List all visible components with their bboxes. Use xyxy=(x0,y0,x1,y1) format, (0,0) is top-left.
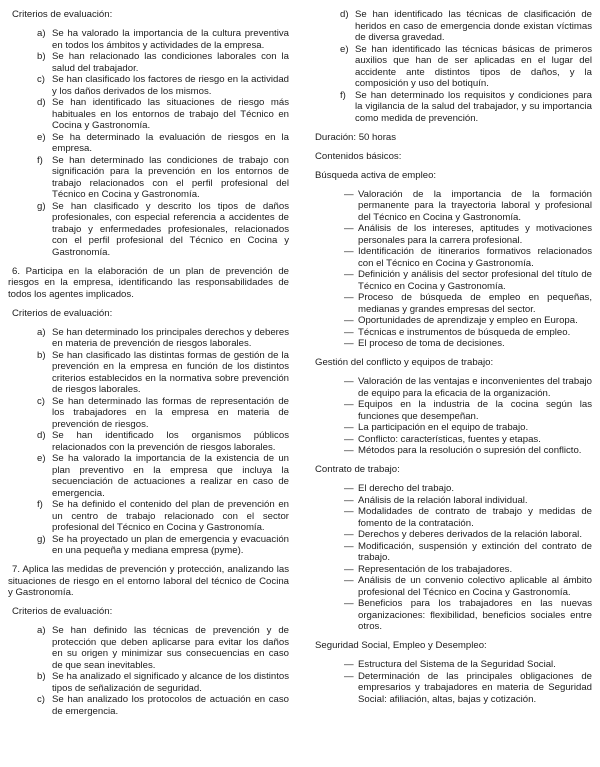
dash-item xyxy=(344,246,592,269)
item-marker: — xyxy=(344,540,354,552)
item-text: Definición y análisis del sector profesional del título de Técnico en Cocina y Gastronomía. xyxy=(358,269,592,292)
lettered-item xyxy=(340,9,592,44)
item-text: Conflicto: características, fuentes y etapas. xyxy=(358,433,541,445)
item-text: Beneficios para los trabajadores en las nuevas organizaciones: flexibilidad, beneficios sociales entre otros. xyxy=(358,598,592,632)
dash-item xyxy=(344,671,592,706)
item-text: Valoración de la importancia de la formación permanente para la trayectoria laboral y profesional del Técnico en Cocina y Gastronomía. xyxy=(358,188,592,223)
item-text: Se han determinado los principales derechos y deberes en materia de prevención de riesgos laborales. xyxy=(52,326,289,349)
item-marker: — xyxy=(344,399,354,410)
lettered-item xyxy=(340,90,592,125)
item-text: Se han identificado las situaciones de riesgo más habituales en los entornos de trabajo del Técnico en Cocina y Gastronomía. xyxy=(52,97,289,131)
item-marker: — xyxy=(344,659,354,670)
section-heading: Gestión del conflicto y equipos de trabajo: xyxy=(315,357,494,368)
dash-item xyxy=(344,598,592,633)
item-text: Representación de los trabajadores. xyxy=(358,563,513,575)
dash-item xyxy=(344,434,592,446)
item-marker: c) xyxy=(37,395,45,407)
lettered-item xyxy=(37,499,289,534)
lettered-item xyxy=(37,327,289,350)
lettered-item xyxy=(37,28,289,51)
section-heading: Criterios de evaluación: xyxy=(12,307,113,319)
item-marker: f) xyxy=(340,89,346,101)
paragraph: 6. Participa en la elaboración de un plan de prevención de riesgos en la empresa, identificando las responsabilidades de todos los agentes implicados. xyxy=(8,265,289,300)
item-text: Proceso de búsqueda de empleo en pequeñas, medianas y grandes empresas del sector. xyxy=(358,292,592,315)
item-text: Se ha valorado la importancia de la cultura preventiva en todos los ámbitos y actividades de la empresa. xyxy=(52,28,289,51)
item-marker: d) xyxy=(37,430,46,441)
item-text: Se han determinado las condiciones de trabajo con significación para la prevención en los entornos de trabajo relacionados con el perfil profesional del Técnico en Cocina y Gastronomía. xyxy=(52,154,289,200)
item-marker: a) xyxy=(37,625,46,636)
item-marker: g) xyxy=(37,533,46,545)
item-marker: — xyxy=(344,338,354,349)
item-text: Análisis de la relación laboral individual. xyxy=(358,494,528,506)
item-marker: — xyxy=(344,326,354,338)
item-text: Se han determinado los requisitos y condiciones para la vigilancia de la salud del trabajador, y su importancia como medida de prevención. xyxy=(355,89,592,124)
dash-item xyxy=(344,445,592,457)
item-text: Se han relacionado las condiciones laborales con la salud del trabajador. xyxy=(52,51,289,74)
item-text: Se han analizado los protocolos de actuación en caso de emergencia. xyxy=(52,694,289,717)
dash-item xyxy=(344,506,592,529)
dash-item xyxy=(344,399,592,422)
item-marker: — xyxy=(344,376,354,387)
lettered-item xyxy=(37,453,289,499)
item-marker: a) xyxy=(37,326,46,338)
item-marker: — xyxy=(344,246,354,257)
item-marker: a) xyxy=(37,28,46,39)
dash-item xyxy=(344,483,592,495)
item-text: Se han identificado las técnicas de clasificación de heridos en caso de emergencia donde existan víctimas de diversa gravedad. xyxy=(355,9,592,43)
item-text: Se ha definido el contenido del plan de prevención en un centro de trabajo relacionado con el sector profesional del Técnico en Cocina y Gastronomía. xyxy=(52,499,289,533)
dash-item xyxy=(344,575,592,598)
item-marker: — xyxy=(344,422,354,433)
item-text: Se han clasificado las distintas formas de gestión de la prevención en la empresa en función de los distintos criterios establecidos en la normativa sobre prevención de riesgos laborales. xyxy=(52,349,289,395)
dash-item xyxy=(344,189,592,224)
section-heading: Criterios de evaluación: xyxy=(12,9,113,20)
item-text: Métodos para la resolución o supresión del conflicto. xyxy=(358,445,582,456)
paragraph: Duración: 50 horas xyxy=(315,131,397,143)
item-text: Derechos y deberes derivados de la relación laboral. xyxy=(358,529,582,540)
dash-item xyxy=(344,529,592,541)
lettered-item xyxy=(37,396,289,431)
item-marker: b) xyxy=(37,51,46,62)
item-marker: — xyxy=(344,223,354,234)
lettered-item xyxy=(37,350,289,396)
item-marker: e) xyxy=(37,453,46,464)
item-marker: — xyxy=(344,494,354,506)
item-text: Modificación, suspensión y extinción del contrato de trabajo. xyxy=(358,540,592,563)
item-marker: — xyxy=(344,188,354,200)
lettered-item xyxy=(37,51,289,74)
item-text: Se ha valorado la importancia de la existencia de un plan preventivo en la empresa que incluya la secuenciación de actuaciones a realizar en caso de emergencia. xyxy=(52,453,289,499)
dash-item xyxy=(344,223,592,246)
dash-list xyxy=(344,376,592,457)
dash-list xyxy=(344,189,592,350)
item-marker: g) xyxy=(37,200,46,212)
dash-item xyxy=(344,495,592,507)
dash-item xyxy=(344,315,592,327)
item-marker: e) xyxy=(340,43,349,55)
left-column xyxy=(8,9,289,725)
lettered-item xyxy=(37,625,289,671)
item-marker: d) xyxy=(37,97,46,108)
lettered-item xyxy=(37,155,289,201)
item-marker: — xyxy=(344,670,354,682)
item-marker: e) xyxy=(37,131,46,143)
item-marker: b) xyxy=(37,671,46,682)
item-marker: — xyxy=(344,315,354,326)
lettered-item xyxy=(37,132,289,155)
item-text: Se ha determinado la evaluación de riesgos en la empresa. xyxy=(52,131,289,154)
item-marker: — xyxy=(344,433,354,445)
dash-item xyxy=(344,564,592,576)
dash-item xyxy=(344,327,592,339)
section-heading: Criterios de evaluación: xyxy=(12,606,113,617)
item-text: Técnicas e instrumentos de búsqueda de empleo. xyxy=(358,326,571,338)
item-text: Modalidades de contrato de trabajo y medidas de fomento de la contratación. xyxy=(358,506,592,529)
item-marker: — xyxy=(344,445,354,456)
item-text: Determinación de las principales obligaciones de empresarios y trabajadores en materia de Seguridad Social: afiliación, altas, bajas y cotización. xyxy=(358,670,592,705)
item-text: El proceso de toma de decisiones. xyxy=(358,338,505,349)
section-heading: Seguridad Social, Empleo y Desempleo: xyxy=(315,640,487,651)
paragraph: 7. Aplica las medidas de prevención y protección, analizando las situaciones de riesgo en el entorno laboral del técnico de Cocina y Gastronomía. xyxy=(8,564,289,598)
item-marker: — xyxy=(344,529,354,540)
item-marker: b) xyxy=(37,349,46,361)
item-text: Se han clasificado y descrito los tipos de daños profesionales, con especial referencia a accidentes de trabajo y enfermedades profesionales, relacionados con el perfil profesional del Técnico en Cocina y Gastronomía. xyxy=(52,200,289,258)
lettered-item xyxy=(37,694,289,717)
section-heading: Contenidos básicos: xyxy=(315,150,402,162)
item-marker: — xyxy=(344,506,354,517)
item-marker: c) xyxy=(37,694,45,705)
dash-list xyxy=(344,659,592,705)
lettered-item xyxy=(37,201,289,259)
lettered-list xyxy=(37,327,289,557)
item-text: Identificación de itinerarios formativos relacionados con el Técnico en Cocina y Gastronomía. xyxy=(358,246,592,269)
lettered-item xyxy=(340,44,592,90)
item-marker: — xyxy=(344,575,354,586)
right-column xyxy=(311,9,592,713)
item-text: Equipos en la industria de la cocina según las funciones que desempeñan. xyxy=(358,399,592,422)
item-marker: — xyxy=(344,292,354,303)
item-marker: — xyxy=(344,563,354,575)
section-heading: Contrato de trabajo: xyxy=(315,464,400,475)
item-text: Se han determinado las formas de representación de los trabajadores en la empresa en materia de prevención de riesgos. xyxy=(52,395,289,430)
dash-item xyxy=(344,338,592,350)
dash-item xyxy=(344,541,592,564)
dash-item xyxy=(344,269,592,292)
dash-item xyxy=(344,292,592,315)
lettered-list xyxy=(37,625,289,717)
lettered-item xyxy=(37,430,289,453)
item-text: Se han definido las técnicas de prevención y de protección que deben aplicarse para evitar los daños en su origen y minimizar sus consecuencias en caso de que sean inevitables. xyxy=(52,625,289,671)
item-marker: f) xyxy=(37,154,43,166)
dash-list xyxy=(344,483,592,633)
dash-item xyxy=(344,376,592,399)
item-text: Se han identificado los organismos públicos relacionados con la prevención de riesgos laborales. xyxy=(52,430,289,453)
lettered-item xyxy=(37,534,289,557)
item-text: El derecho del trabajo. xyxy=(358,483,454,494)
dash-item xyxy=(344,659,592,671)
item-marker: — xyxy=(344,269,354,280)
item-text: Se ha proyectado un plan de emergencia y evacuación en una pequeña y mediana empresa (pyme). xyxy=(52,533,289,556)
item-text: Oportunidades de aprendizaje y empleo en Europa. xyxy=(358,315,578,326)
item-text: Se han clasificado los factores de riesgo en la actividad y los daños derivados de los mismos. xyxy=(52,74,289,97)
item-text: Valoración de las ventajas e inconvenientes del trabajo de equipo para la eficacia de la organización. xyxy=(358,376,592,399)
item-text: Estructura del Sistema de la Seguridad Social. xyxy=(358,659,556,670)
item-text: La participación en el equipo de trabajo. xyxy=(358,422,529,433)
lettered-item xyxy=(37,97,289,132)
lettered-list xyxy=(37,28,289,258)
item-marker: c) xyxy=(37,74,45,85)
lettered-list xyxy=(340,9,592,124)
item-text: Se han identificado las técnicas básicas de primeros auxilios que han de ser aplicadas en el lugar del accidente ante distintos tipos de daños, y la composición y uso del botiquín. xyxy=(355,43,592,89)
section-heading: Búsqueda activa de empleo: xyxy=(315,169,437,181)
item-marker: — xyxy=(344,483,354,494)
item-marker: — xyxy=(344,598,354,609)
item-marker: f) xyxy=(37,499,43,510)
lettered-item xyxy=(37,671,289,694)
item-text: Análisis de los intereses, aptitudes y motivaciones personales para la carrera profesional. xyxy=(358,223,592,246)
item-text: Análisis de un convenio colectivo aplicable al ámbito profesional del Técnico en Cocina y Gastronomía. xyxy=(358,575,592,598)
dash-item xyxy=(344,422,592,434)
item-marker: d) xyxy=(340,9,349,20)
item-text: Se ha analizado el significado y alcance de los distintos tipos de señalización de seguridad. xyxy=(52,671,289,694)
lettered-item xyxy=(37,74,289,97)
